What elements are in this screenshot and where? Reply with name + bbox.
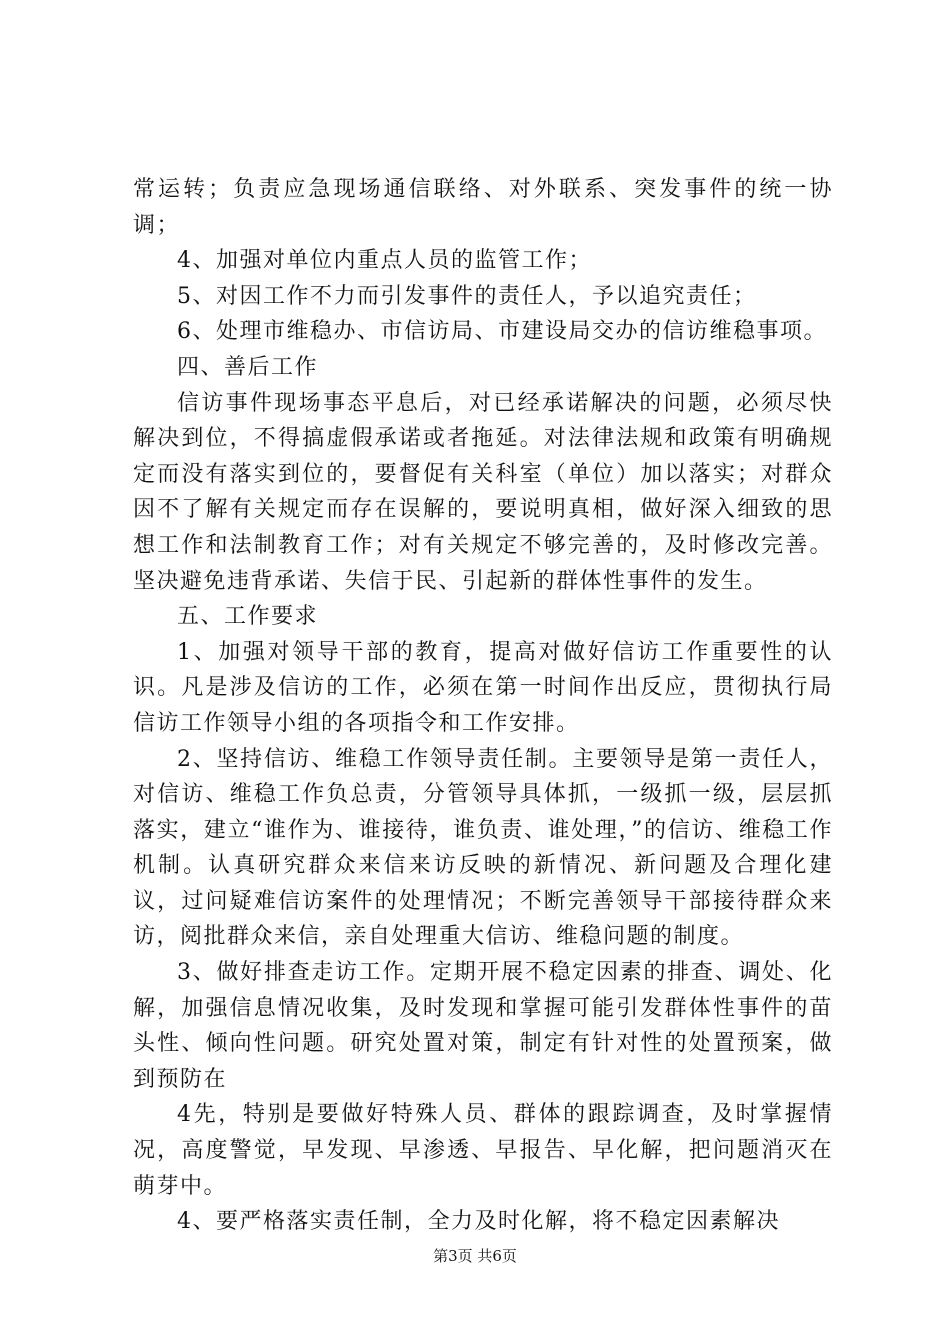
paragraph-2: 4、加强对单位内重点人员的监管工作； [177,248,592,274]
paragraph-requirement-4: 4、要严格落实责任制，全力及时化解，将不稳定因素解决 [177,1209,780,1235]
paragraph-4: 6、处理市维稳办、市信访局、市建设局交办的信访维稳事项。 [177,319,827,345]
paragraph-requirement-3-cont: 4先，特别是要做好特殊人员、群体的跟踪调查，及时掌握情况，高度警觉，早发现、早渗透、早报告、早化解，把问题消灭在萌芽中。 [133,1102,833,1199]
paragraph-requirement-2: 2、坚持信访、维稳工作领导责任制。主要领导是第一责任人，对信访、维稳工作负总责，分管领导具体抓，一级抓一级，层层抓落实，建立“谁作为、谁接待，谁负责、谁处理，”的信访、维稳工作机制。认真研究群众来信来访反映的新情况、新问题及合理化建议，过问疑难信访案件的处理情况；不断完善领导干部接待群众来访，阅批群众来信，亲自处理重大信访、维稳问题的制度。 [133,746,833,950]
document-body [133,172,833,1240]
paragraph-requirement-1: 1、加强对领导干部的教育，提高对做好信访工作重要性的认识。凡是涉及信访的工作，必须在第一时间作出反应，贯彻执行局信访工作领导小组的各项指令和工作安排。 [133,639,833,736]
paragraph-requirement-3: 3、做好排查走访工作。定期开展不稳定因素的排查、调处、化解，加强信息情况收集，及时发现和掌握可能引发群体性事件的苗头性、倾向性问题。研究处置对策，制定有针对性的处置预案，做到预防在 [133,960,833,1092]
page-number-footer: 第3页 共6页 [433,1247,517,1265]
paragraph-3: 5、对因工作不力而引发事件的责任人，予以追究责任； [177,283,757,309]
section-heading-requirements: 五、工作要求 [177,604,319,630]
section-heading-aftercare: 四、善后工作 [177,354,319,380]
paragraph-aftercare: 信访事件现场事态平息后，对已经承诺解决的问题，必须尽快解决到位，不得搞虚假承诺或者拖延。对法律法规和政策有明确规定而没有落实到位的，要督促有关科室（单位）加以落实；对群众因不了解有关规定而存在误解的，要说明真相，做好深入细致的思想工作和法制教育工作；对有关规定不够完善的，及时修改完善。坚决避免违背承诺、失信于民、引起新的群体性事件的发生。 [133,390,833,594]
paragraph-1: 常运转；负责应急现场通信联络、对外联系、突发事件的统一协调； [133,177,833,238]
